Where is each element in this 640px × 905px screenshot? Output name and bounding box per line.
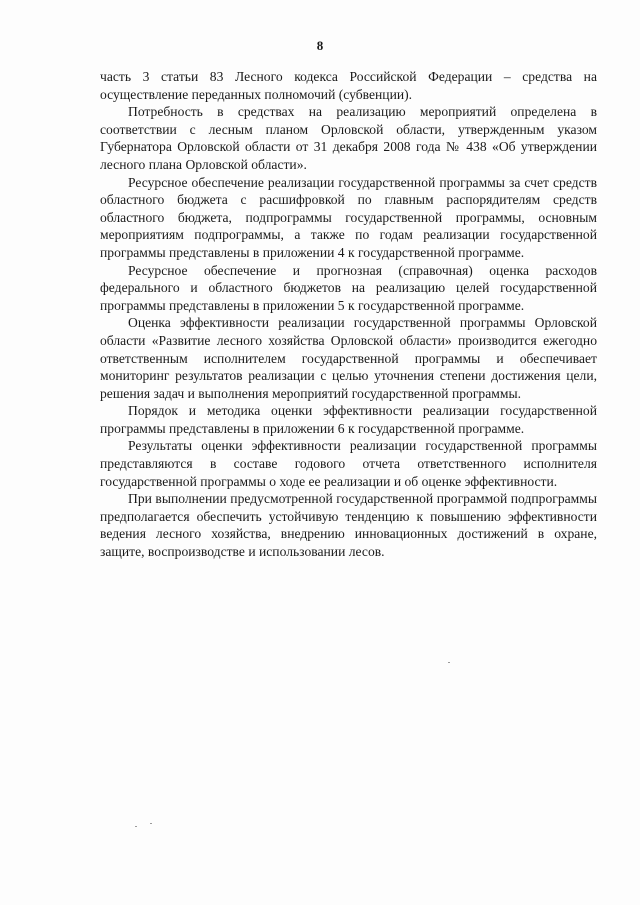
paragraph: Ресурсное обеспечение реализации государственной программы за счет средств областного бюджета с расшифровкой по главным распорядителям средств областного бюджета, подпрограммы государственной программы, основным мероприятиям подпрограммы, а также по годам реализации государственной программы представлены в приложении 4 к государственной программе. [100, 174, 597, 260]
page-number: 8 [316, 38, 324, 53]
paragraph: Результаты оценки эффективности реализации государственной программы представляются в составе годового отчета ответственного исполнителя государственной программы о ходе ее реализации и об оценке эффективности. [100, 438, 597, 489]
scan-speck [448, 662, 450, 663]
paragraph: часть 3 статьи 83 Лесного кодекса Российской Федерации – средства на осуществление переданных полномочий (субвенции). [100, 69, 597, 102]
paragraph: Порядок и методика оценки эффективности реализации государственной программы представлены в приложении 6 к государственной программе. [100, 403, 597, 436]
paragraph: При выполнении предусмотренной государственной программой подпрограммы предполагается обеспечить устойчивую тенденцию к повышению эффективности ведения лесного хозяйства, внедрению инновационных достижений в охране, защите, воспроизводстве и использовании лесов. [100, 491, 597, 560]
paragraph: Потребность в средствах на реализацию мероприятий определена в соответствии с лесным планом Орловской области, утвержденным указом Губернатора Орловской области от 31 декабря 2008 года № 438 «Об утверждении лесного плана Орловской области». [100, 104, 597, 172]
paragraph: Оценка эффективности реализации государственной программы Орловской области «Развитие лесного хозяйства Орловской области» производится ежегодно ответственным исполнителем государственной программы и обеспечивает мониторинг результатов реализации с целью уточнения степени достижения цели, решения задач и выполнения мероприятий государственной программы. [100, 315, 597, 401]
paragraph: Ресурсное обеспечение и прогнозная (справочная) оценка расходов федерального и областного бюджетов на реализацию целей государственной программы представлены в приложении 5 к государственной программе. [100, 262, 597, 313]
document-body [100, 68, 597, 561]
scan-speck [150, 823, 152, 824]
scan-speck [135, 826, 137, 827]
